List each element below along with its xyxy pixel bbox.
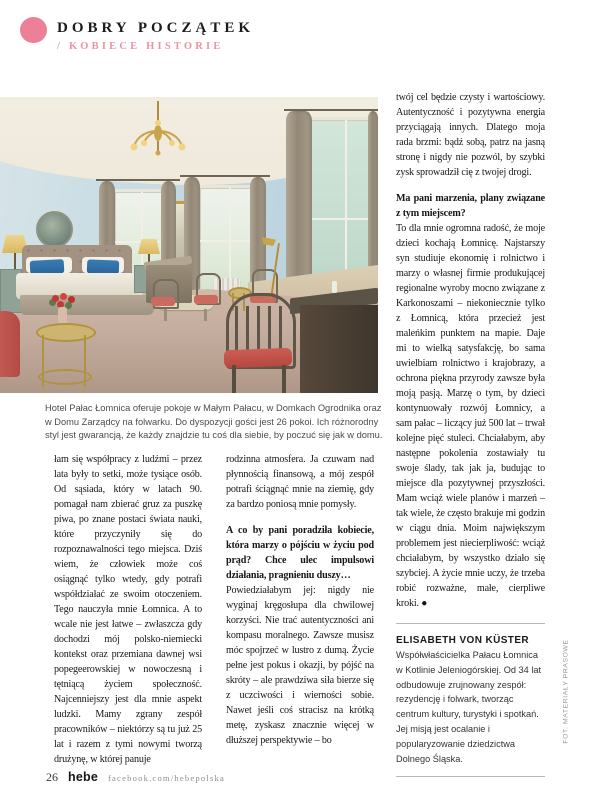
body-paragraph: twój cel będzie czysty i wartościowy. Autentyczność i pozytywna energia przyciągają innych. Dlatego moja rada brzmi: bądź sobą, patrz na jasną stronę i nigdy nie pozwól, by szybki zysk sprowadził cię z twojej drogi. xyxy=(396,92,545,178)
photo-desk-bottle xyxy=(332,281,337,293)
photo-chair-seat xyxy=(194,295,218,304)
photo-window-mullion xyxy=(200,240,257,242)
section-title: DOBRY POCZĄTEK xyxy=(57,20,255,36)
photo-wall-plate xyxy=(36,211,73,248)
photo-round-table xyxy=(36,323,96,342)
photo-bench-leg xyxy=(164,309,167,321)
photo-round-table-ring xyxy=(38,369,92,385)
photo-armchair xyxy=(0,311,20,377)
photo-desk xyxy=(300,305,378,393)
interview-question: Ma pani marzenia, plany związane z tym miejscem? xyxy=(396,193,545,219)
page-number: 26 xyxy=(46,770,58,784)
photo-credit: FOT. MATERIAŁY PRASOWE xyxy=(562,639,570,744)
section-subtitle: / KOBIECE HISTORIE xyxy=(57,41,224,52)
photo-chandelier xyxy=(126,101,190,175)
interview-question: A co by pani poradziła kobiecie, która marzy o pójściu w życiu pod prąd? Chce ulec impulsowi działania, pragnieniu duszy… xyxy=(226,525,374,581)
photo-bed-throw xyxy=(20,295,154,315)
body-paragraph: Powiedziałabym jej: nigdy nie wyginaj kręgosłupa dla chwilowej korzyści. Nie trać autentyczności ani kompasu moralnego. Zawsze musisz móc spojrzeć w lustro z dumą. Życie pełne jest pokus i okazji, by pójść na skróty – ale prawdziwa siła bierze się z uczciwości i wierności sobie. Nawet jeśli coś stracisz na krótką metę, zyskasz znacznie więcej w dłuższej perspektywie – bo xyxy=(226,585,374,746)
page-footer xyxy=(46,770,225,785)
photo-desk-chair-leg xyxy=(282,365,286,393)
hotel-room-photo xyxy=(0,97,378,393)
magazine-logo: hebe xyxy=(68,770,98,784)
body-paragraph: rodzinna atmosfera. Ja czuwam nad płynnością finansową, a mój zespół potrafi ściągnąć mnie na ziemię, gdy za bardzo poniosą mnie pomysły. xyxy=(226,454,374,510)
photo-flowers xyxy=(52,295,59,302)
footer-url: facebook.com/hebepolska xyxy=(107,773,226,783)
section-dot-icon xyxy=(20,17,47,43)
body-paragraph: łam się współpracy z ludźmi – przez lata były to setki, może tysiące osób. Od sąsiada, który w latach 90. pomagał nam zbierać gruz za puszkę piwa, po znane postaci świata nauki, które przyczyniły się do rozpoznawalności tego miejsca. Dziś wiem, że człowiek może coś osiągnąć tylko wtedy, gdy potrafi współdziałać ze swoim otoczeniem. Tego nauczyła mnie Łomnica. A to wcale nie jest łatwe – zwłaszcza gdy dochodzi mój polsko-niemiecki kontekst oraz przemiana dawnej wsi popegeerowskiej w nowoczesną i tętniącą życiem społeczność. Najcenniejszy jest dla mnie aspekt ludzki. Mamy zgrany zespół pracowników – niektórzy są tu już 25 lat i razem z tymi nowymi tworzą drużynę, w której panuje xyxy=(54,454,202,765)
bio-text: Współwłaścicielka Pałacu Łomnica w Kotlinie Jeleniogórskiej. Od 34 lat odbudowuje zrujnowany zespół: rezydencję i folwark, tworząc centrum kultury, turystyki i spotkań. Jej misją jest ocalanie i popularyzowanie dziedzictwa Dolnego Śląska. xyxy=(396,650,542,764)
photo-lamp-stem xyxy=(14,253,16,269)
article-column-2 xyxy=(226,452,374,748)
photo-caption: Hotel Pałac Łomnica oferuje pokoje w Małym Pałacu, w Domkach Ogrodnika oraz w Domu Zarządcy na folwarku. Do dyspozycji gości jest 26 pokoi. Ich różnorodny styl jest gwarancją, że każdy znajdzie tu coś dla siebie, by poczuć się jak w domu. xyxy=(45,403,383,441)
article-column-3 xyxy=(396,90,545,777)
bio-name: ELISABETH VON KÜSTER xyxy=(396,635,530,646)
photo-chair-seat xyxy=(151,297,175,306)
photo-bench-leg xyxy=(204,309,207,321)
author-bio-box xyxy=(396,623,545,777)
photo-desk-chair-leg xyxy=(232,365,236,393)
article-column-1 xyxy=(54,452,202,767)
photo-table-lamp xyxy=(138,239,160,254)
body-paragraph: To dla mnie ogromna radość, że moje dzieci kochają Łomnicę. Najstarszy syn studiuje ekonomię i rolnictwo i marzy o własnej firmie produkującej regionalne wyroby mocno związane z Karkonoszami – niekoniecznie tylko z Łomnicą, która przecież jest maleńkim punktem na mapie. Daje mi to wielką satysfakcję, bo sama uwielbiam rolnictwo i krajobrazy, a ochrona piękna przyrody zawsze była moją pasją. Marzę o tym, by dzieci kontynuowały rozwój Łomnicy, a sam pałac – liczący już 500 lat – trwał kolejne pięć stuleci. Chciałabym, aby następne pokolenia zostawiały tu swoje ślady, tak jak ja, budując to miejsce dla pozytywnej przyszłości. Mam wciąż wiele planów i marzeń – tak wiele, że często brakuje mi godzin w ciągu dnia. Moim największym problemem jest niecierpliwość: wciąż chciałabym, by wszystko działo się szybciej. A życie mnie uczy, że trzeba robić rozważne, małe, cierpliwe kroki. ● xyxy=(396,223,545,609)
